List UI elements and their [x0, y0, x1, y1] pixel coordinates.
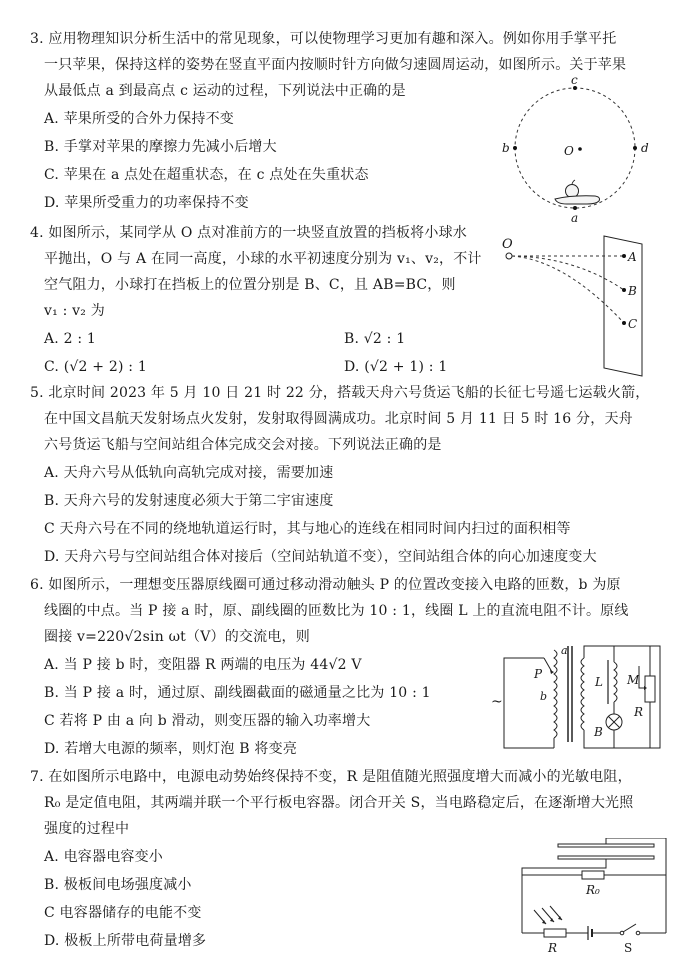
q4-projectile-figure	[500, 228, 670, 378]
q6-option-a: A. 当 P 接 b 时，变阻器 R 两端的电压为 44√2 V	[44, 657, 362, 673]
q6-label-r: R	[634, 705, 644, 719]
q6-slider-m	[639, 666, 644, 688]
q6-inductor-l	[614, 662, 617, 702]
q3-option-d: D. 苹果所受重力的功率保持不变	[44, 195, 249, 211]
q7-photoresistor-r	[544, 929, 566, 937]
q7-light-arrows	[534, 906, 562, 924]
q7-stem-line-1: 7. 在如图所示电路中，电源电动势始终保持不变，R 是阻值随光照强度增大而减小的光敏电阻，	[30, 769, 632, 785]
q3-point-d	[633, 146, 637, 150]
q6-label-m: M	[627, 673, 640, 687]
q7-resistor-r0	[582, 871, 604, 879]
q3-apple-on-hand	[555, 180, 600, 204]
q7-option-b: B. 极板间电场强度减小	[44, 877, 192, 893]
q3-point-a	[573, 206, 577, 210]
q4-label-c: C	[628, 317, 638, 331]
q5-stem-line-2: 在中国文昌航天发射场点火发射，发射取得圆满成功。北京时间 5 月 11 日 5 时 16 分，天舟	[44, 411, 633, 427]
q7-circuit-figure	[508, 838, 672, 954]
q4-stem-line-2: 平抛出，O 与 A 在同一高度，小球的水平初速度分别为 v₁、v₂，不计	[44, 251, 482, 267]
q6-rheostat-r	[645, 676, 655, 702]
q6-source-symbol: ~	[491, 694, 503, 710]
q6-primary-wire	[504, 658, 554, 748]
q3-label-o: O	[564, 144, 574, 158]
q7-option-d: D. 极板上所带电荷量增多	[44, 933, 207, 949]
q7-option-c: C 电容器储存的电能不变	[44, 905, 202, 921]
q6-option-d: D. 若增大电源的频率，则灯泡 B 将变亮	[44, 741, 298, 757]
q4-option-d: D. (√2 + 1) : 1	[344, 359, 448, 375]
q6-stem-line-3: 圈接 v=220√2sin ωt（V）的交流电，则	[44, 629, 310, 645]
q6-secondary-coil	[581, 658, 584, 730]
q3-circular-motion-figure	[500, 76, 670, 226]
q4-stem-line-3: 空气阻力，小球打在挡板上的位置分别是 B、C，且 AB=BC，则	[44, 277, 456, 293]
q4-point-b	[622, 288, 626, 292]
q7-stem-line-2: R₀ 是定值电阻，其两端并联一个平行板电容器。闭合开关 S，当电路稳定后，在逐渐增大光照	[44, 795, 634, 811]
q6-slider-p	[544, 658, 552, 672]
q3-label-d: d	[641, 141, 649, 155]
q7-label-s: S	[624, 941, 633, 954]
q7-switch-s	[623, 924, 636, 932]
q4-stem-line-4: v₁ : v₂ 为	[44, 303, 105, 319]
q6-transformer-figure	[484, 636, 670, 768]
q5-option-d: D. 天舟六号与空间站组合体对接后（空间站轨道不变），空间站组合体的向心加速度变大	[44, 549, 597, 565]
q5-stem-line-3: 六号货运飞船与空间站组合体完成交会对接。下列说法正确的是	[44, 437, 442, 453]
q4-label-o: O	[502, 237, 513, 252]
q3-label-b: b	[502, 141, 510, 155]
q6-label-p: P	[534, 667, 543, 681]
q4-point-a	[622, 254, 626, 258]
q6-label-bulb: B	[594, 725, 603, 739]
q6-label-a: a	[561, 644, 568, 657]
q4-option-a: A. 2 : 1	[44, 331, 97, 347]
q7-capacitor-plate-bottom	[558, 856, 654, 859]
q6-stem-line-1: 6. 如图所示，一理想变压器原线圈可通过移动滑动触头 P 的位置改变接入电路的匝数，b 为原	[30, 577, 621, 593]
q4-stem-line-1: 4. 如图所示，某同学从 O 点对准前方的一块竖直放置的挡板将小球水	[30, 225, 467, 241]
q3-option-c: C. 苹果在 a 点处在超重状态，在 c 点处在失重状态	[44, 167, 369, 183]
q6-option-b: B. 当 P 接 a 时，通过原、副线圈截面的磁通量之比为 10 : 1	[44, 685, 431, 701]
q7-option-a: A. 电容器电容变小	[44, 849, 164, 865]
q6-label-b: b	[540, 690, 548, 703]
q6-primary-coil	[554, 650, 557, 738]
q3-stem-line-2: 一只苹果，保持这样的姿势在竖直平面内按顺时针方向做匀速圆周运动，如图所示。关于苹果	[44, 57, 627, 73]
q6-stem-line-2: 线圈的中点。当 P 接 a 时，原、副线圈的匝数比为 10 : 1，线圈 L 上的直流电阻不计。原线	[44, 603, 629, 619]
q7-capacitor-plate-top	[558, 844, 654, 847]
q7-label-r0: R₀	[586, 883, 600, 897]
q7-stem-line-3: 强度的过程中	[44, 821, 130, 837]
q3-option-b: B. 手掌对苹果的摩擦力先减小后增大	[44, 139, 277, 155]
q3-point-o	[578, 147, 582, 151]
q3-label-c: c	[571, 76, 578, 87]
q4-option-b: B. √2 : 1	[344, 331, 406, 347]
q3-stem-line-3: 从最低点 a 到最高点 c 运动的过程，下列说法中正确的是	[44, 83, 406, 99]
q3-option-a: A. 苹果所受的合外力保持不变	[44, 111, 235, 127]
q5-option-b: B. 天舟六号的发射速度必须大于第二宇宙速度	[44, 493, 334, 509]
q4-option-c: C. (√2 + 2) : 1	[44, 359, 147, 375]
q5-stem-line-1: 5. 北京时间 2023 年 5 月 10 日 21 时 22 分，搭载天舟六号货运飞船的长征七号遥七运载火箭，	[30, 385, 650, 401]
q3-stem-line-1: 3. 应用物理知识分析生活中的常见现象，可以使物理学习更加有趣和深入。例如你用手掌平托	[30, 31, 617, 47]
q4-label-a: A	[628, 250, 637, 264]
q7-wire-right	[606, 838, 666, 933]
q7-label-r: R	[548, 941, 558, 954]
q3-point-b	[513, 146, 517, 150]
q6-label-l: L	[595, 675, 603, 689]
q4-ball	[506, 253, 512, 259]
q5-option-a: A. 天舟六号从低轨向高轨完成对接，需要加速	[44, 465, 334, 481]
q4-label-b: B	[628, 284, 637, 298]
q4-point-c	[622, 321, 626, 325]
q5-option-c: C 天舟六号在不同的绕地轨道运行时，其与地心的连线在相同时间内扫过的面积相等	[44, 521, 571, 537]
q3-label-a: a	[571, 211, 579, 225]
q6-option-c: C 若将 P 由 a 向 b 滑动，则变压器的输入功率增大	[44, 713, 371, 729]
